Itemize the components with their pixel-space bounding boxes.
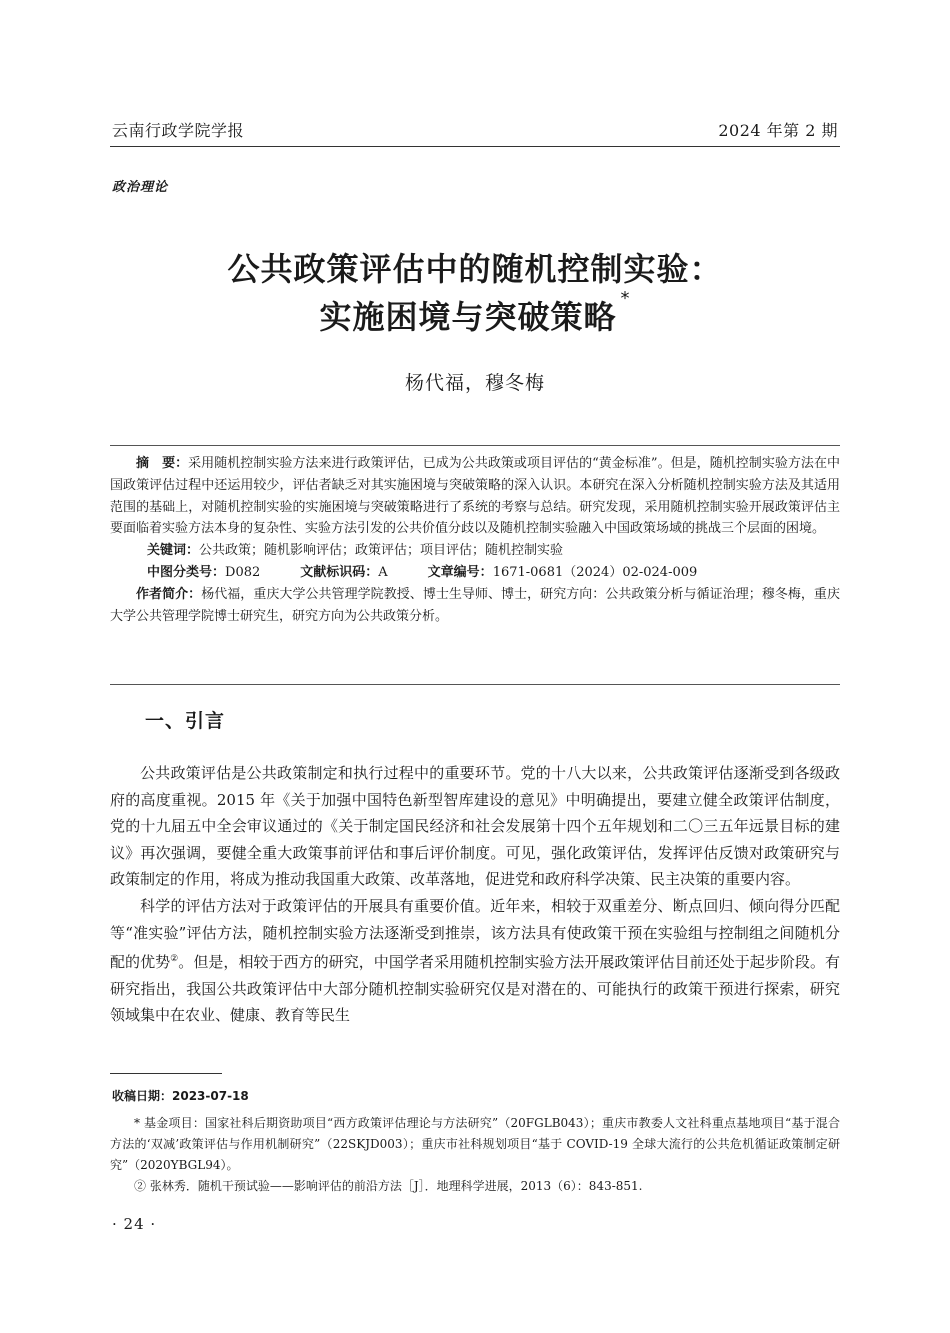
abstract-text: 采用随机控制实验方法来进行政策评估，已成为公共政策或项目评估的“黄金标准”。但是，随机控制实验方法在中国政策评估过程中还运用较少，评估者缺乏对其实施困境与突破策略的深入认识。本研究在深入分析随机控制实验方法及其适用范围的基础上，对随机控制实验的实施困境与突破策略进行了系统的考察与总结。研究发现，采用随机控制实验开展政策评估主要面临着实验方法本身的复杂性、实验方法引发的公共价值分歧以及随机控制实验融入中国政策场域的挑战三个层面的困境。 bbox=[110, 456, 840, 537]
abstract-paragraph bbox=[110, 453, 840, 540]
authors: 杨代福，穆冬梅 bbox=[404, 372, 545, 394]
footnote-ref-2[interactable]: ② bbox=[170, 954, 179, 965]
body-paragraph-2 bbox=[110, 893, 840, 1029]
article-number-value: 1671-0681（2024）02-024-009 bbox=[492, 565, 698, 581]
clc-item bbox=[147, 562, 260, 584]
article-title-line-2 bbox=[110, 288, 840, 338]
header-divider bbox=[110, 146, 840, 147]
article-title-line-2-text: 实施困境与突破策略 bbox=[319, 298, 617, 336]
issue-label: 2024 年第 2 期 bbox=[718, 121, 838, 140]
body-paragraph-1: 公共政策评估是公共政策制定和执行过程中的重要环节。党的十八大以来，公共政策评估逐渐受到各级政府的高度重视。2015 年《关于加强中国特色新型智库建设的意见》中明确提出，要建立健全政策评估制度，党的十九届五中全会审议通过的《关于制定国民经济和社会发展第十四个五年规划和二〇三五年远景目标的建议》再次强调，要健全重大政策事前评估和事后评价制度。可见，强化政策评估，发挥评估反馈对政策研究与政策制定的作用，将成为推动我国重大政策、改革落地，促进党和政府科学决策、民主决策的重要内容。 bbox=[110, 764, 840, 889]
body-paragraph-2-part-b: 。但是，相较于西方的研究，中国学者采用随机控制实验方法开展政策评估目前还处于起步阶段。有研究指出，我国公共政策评估中大部分随机控制实验研究仅是对潜在的、可能执行的政策干预进行探索，研究领域集中在农业、健康、教育等民生 bbox=[110, 953, 840, 1025]
column-label: 政治理论 bbox=[112, 180, 169, 195]
doc-code-value: A bbox=[378, 565, 388, 581]
fund-footnote: * 基金项目：国家社科后期资助项目“西方政策评估理论与方法研究”（20FGLB043）；重庆市教委人文社科重点基地项目“基于混合方法的‘双减’政策评估与作用机制研究”（22SKJD003）；重庆市社科规划项目“基于 COVID-19 全球大流行的公共危机循证政策制定研究”（2020YBGL94）。 bbox=[110, 1116, 840, 1172]
footnotes bbox=[110, 1113, 840, 1197]
page-number: · 24 · bbox=[112, 1215, 157, 1233]
author-bio-label: 作者简介： bbox=[136, 587, 202, 603]
clc-label: 中图分类号： bbox=[147, 565, 226, 581]
title-footnote-mark: * bbox=[620, 288, 631, 309]
clc-value: D082 bbox=[225, 565, 261, 581]
body-text bbox=[110, 760, 840, 1029]
journal-name: 云南行政学院学报 bbox=[112, 121, 245, 140]
abstract-label: 摘 要： bbox=[136, 456, 189, 471]
abstract-block bbox=[110, 453, 840, 628]
article-number-label: 文章编号： bbox=[427, 565, 493, 581]
reference-footnote-2: ② 张林秀．随机干预试验——影响评估的前沿方法［J］．地理科学进展，2013（6）：843-851. bbox=[134, 1179, 643, 1193]
keywords-text: 公共政策；随机影响评估；政策评估；项目评估；随机控制实验 bbox=[199, 543, 564, 559]
doc-code-label: 文献标识码： bbox=[300, 565, 379, 581]
keywords-label: 关键词： bbox=[147, 543, 200, 559]
keywords-line bbox=[110, 540, 840, 562]
footnote-divider bbox=[110, 1073, 222, 1074]
author-bio-text: 杨代福，重庆大学公共管理学院教授、博士生导师、博士，研究方向：公共政策分析与循证治理；穆冬梅，重庆大学公共管理学院博士研究生，研究方向为公共政策分析。 bbox=[110, 587, 840, 625]
author-bio bbox=[110, 584, 840, 628]
section-heading: 一、引言 bbox=[145, 710, 226, 732]
article-title-line-1: 公共政策评估中的随机控制实验： bbox=[227, 250, 723, 288]
abstract-bottom-divider bbox=[110, 684, 840, 685]
abstract-top-divider bbox=[110, 445, 840, 446]
body-paragraph-2-part-a: 科学的评估方法对于政策评估的开展具有重要价值。近年来，相较于双重差分、断点回归、倾向得分匹配等“准实验”评估方法，随机控制实验方法逐渐受到推崇，该方法具有使政策干预在实验组与控制组之间随机分配的优势 bbox=[110, 896, 840, 972]
received-date: 收稿日期：2023-07-18 bbox=[112, 1089, 249, 1103]
classification-line bbox=[110, 562, 840, 584]
doc-code-item bbox=[300, 562, 387, 584]
article-number-item bbox=[428, 562, 698, 584]
